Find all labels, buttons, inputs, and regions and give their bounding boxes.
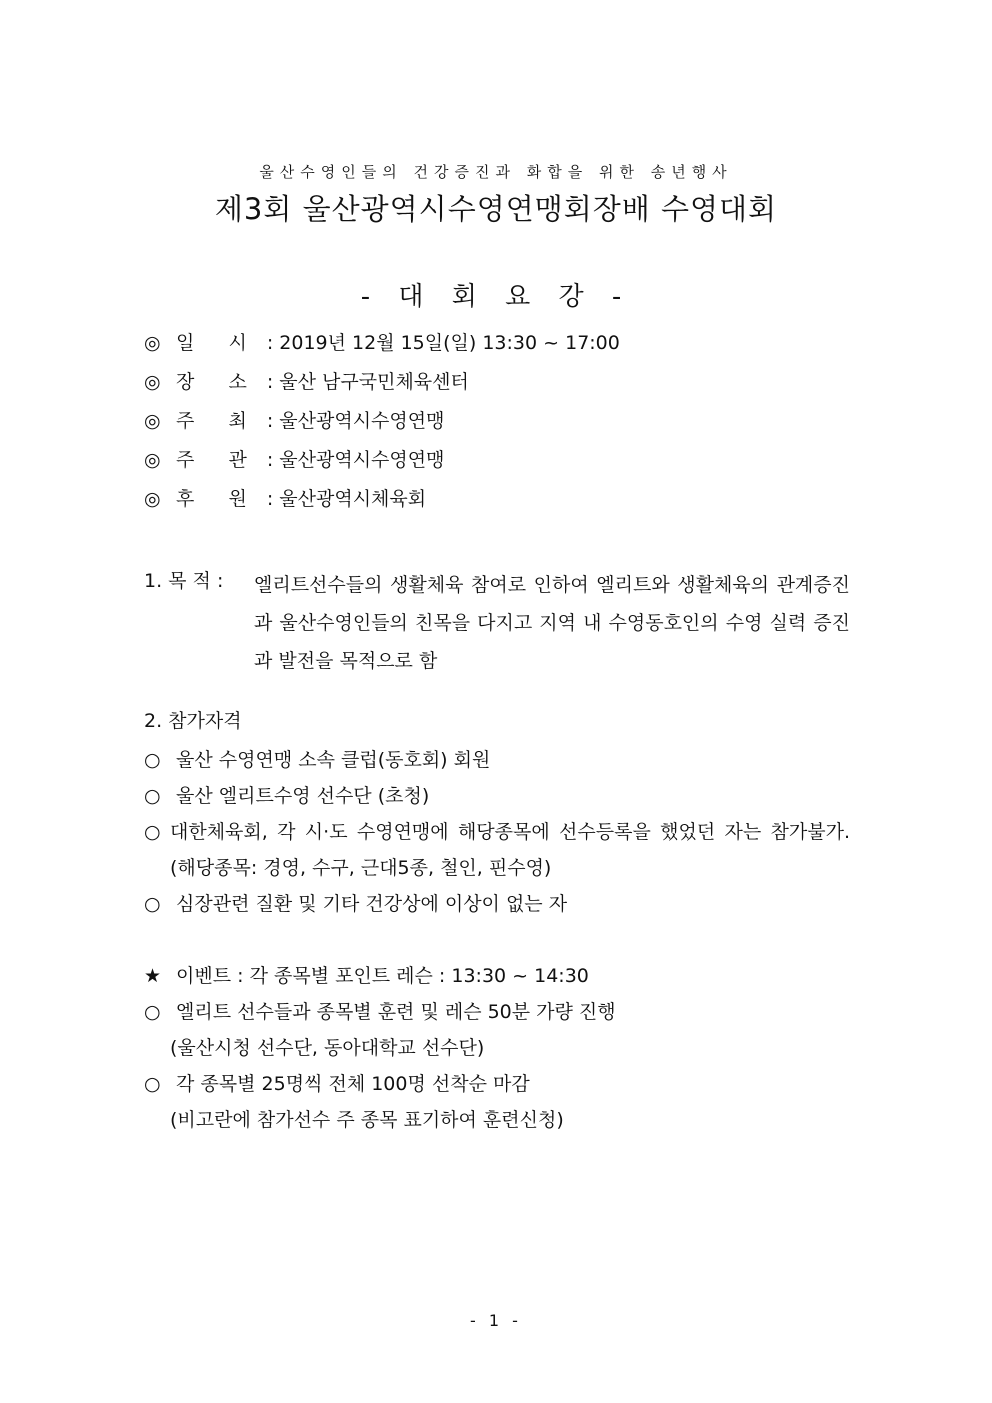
overview-venue: ◎ 장 소 : 울산 남구국민체육센터 <box>144 371 469 393</box>
overview-label: 주 최 <box>176 410 261 432</box>
circle-bullet-icon: ○ <box>144 785 161 807</box>
event-item <box>144 1072 530 1096</box>
double-circle-icon: ◎ <box>144 449 161 471</box>
overview-value: 울산광역시수영연맹 <box>279 449 445 471</box>
overview-value: 울산광역시체육회 <box>279 488 427 510</box>
overview-value: 울산광역시수영연맹 <box>279 410 445 432</box>
eligibility-text-wrapped: 대한체육회, 각 시·도 수영연맹에 해당종목에 선수등록을 했었던 자는 참가불가. (해당종목: 경영, 수구, 근대5종, 철인, 핀수영) <box>170 821 850 879</box>
eligibility-item-bullet <box>144 820 170 844</box>
double-circle-icon: ◎ <box>144 332 161 354</box>
circle-bullet-icon: ○ <box>144 749 161 771</box>
double-circle-icon: ◎ <box>144 488 161 510</box>
overview-date: ◎ 일 시 : 2019년 12월 15일(일) 13:30 ~ 17:00 <box>144 332 620 354</box>
eligibility-item <box>144 748 490 772</box>
eligibility-heading: 2. 참가자격 <box>144 710 242 732</box>
overview-label: 장 소 <box>176 371 261 393</box>
overview-label: 후 원 <box>176 488 261 510</box>
event-item-note: (비고란에 참가선수 주 종목 표기하여 훈련신청) <box>170 1109 564 1131</box>
circle-bullet-icon: ○ <box>144 893 161 915</box>
event-item-text: 엘리트 선수들과 종목별 훈련 및 레슨 50분 가량 진행 <box>176 1001 616 1023</box>
eligibility-text: 울산 엘리트수영 선수단 (초청) <box>176 785 430 807</box>
overview-label: 주 관 <box>176 449 261 471</box>
event-item-text: 각 종목별 25명씩 전체 100명 선착순 마감 <box>176 1073 530 1095</box>
purpose-text: 엘리트선수들의 생활체육 참여로 인하여 엘리트와 생활체육의 관계증진과 울산수영인들의 친목을 다지고 지역 내 수영동호인의 수영 실력 증진과 발전을 목적으로 함 <box>254 574 850 672</box>
double-circle-icon: ◎ <box>144 410 161 432</box>
eligibility-text: 심장관련 질환 및 기타 건강상에 이상이 없는 자 <box>176 893 568 915</box>
overview-organizer: ◎ 주 관 : 울산광역시수영연맹 <box>144 449 445 471</box>
event-subtitle: 울산수영인들의 건강증진과 화합을 위한 송년행사 <box>259 163 733 181</box>
purpose-label: 1. 목 적 : <box>144 570 224 592</box>
overview-sponsor: ◎ 후 원 : 울산광역시체육회 <box>144 488 427 510</box>
event-heading: 이벤트 : 각 종목별 포인트 레슨 : 13:30 ~ 14:30 <box>176 965 589 987</box>
event-item <box>144 1000 616 1024</box>
eligibility-item <box>144 784 429 808</box>
event-heading-line <box>144 964 589 988</box>
star-icon: ★ <box>144 965 162 987</box>
section-heading: - 대 회 요 강 - <box>360 282 632 312</box>
overview-value: 2019년 12월 15일(일) 13:30 ~ 17:00 <box>279 332 620 354</box>
page-number: - 1 - <box>470 1311 522 1330</box>
eligibility-text: 울산 수영연맹 소속 클럽(동호회) 회원 <box>176 749 491 771</box>
eligibility-item <box>144 892 567 916</box>
overview-label: 일 시 <box>176 332 261 354</box>
event-item-note: (울산시청 선수단, 동아대학교 선수단) <box>170 1037 485 1059</box>
event-title: 제3회 울산광역시수영연맹회장배 수영대회 <box>214 192 778 226</box>
overview-value: 울산 남구국민체육센터 <box>279 371 469 393</box>
overview-host: ◎ 주 최 : 울산광역시수영연맹 <box>144 410 445 432</box>
circle-bullet-icon: ○ <box>144 1001 161 1023</box>
circle-bullet-icon: ○ <box>144 821 161 843</box>
circle-bullet-icon: ○ <box>144 1073 161 1095</box>
double-circle-icon: ◎ <box>144 371 161 393</box>
